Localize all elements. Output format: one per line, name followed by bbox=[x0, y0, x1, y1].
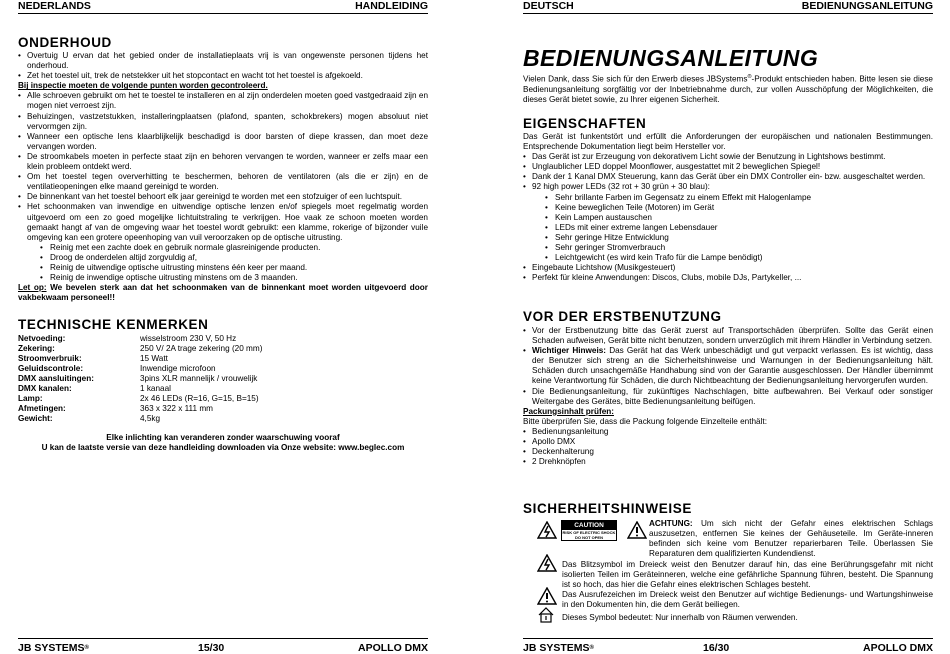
spec-value: wisselstroom 230 V, 50 Hz bbox=[140, 334, 237, 343]
list-item: • Wichtiger Hinweis: Das Gerät hat das Werk unbeschädigt und gut verpackt verlassen. Es ist wichtig, dass der Benutzer sich streng an die Sicherheitshinweise und Warnungen in der Bedienungsanleitung hält. Schäden durch unsachgemäße Handhabung sind von der Garantie ausgeschlossen. Der Händler übernimmt keine Verantwortung für Schäden, die durch Nichtbeachtung der Bedienungsanleitung hervorgerufen wurden. bbox=[523, 346, 933, 386]
list-item: • Vor der Erstbenutzung bitte das Gerät zuerst auf Transportschäden überprüfen. Sollte das Gerät einen Schaden aufweisen, Gerät bitte nicht benutzen, sondern unverzüglich mit ihrem Händler in Verbindung setzen. bbox=[523, 326, 933, 346]
spec-value: Inwendige microfoon bbox=[140, 364, 216, 373]
warning-indoor: Dieses Symbol bedeutet: Nur innerhalb von Räumen verwenden. bbox=[562, 613, 798, 622]
page-number: 16/30 bbox=[703, 642, 730, 654]
section-title-sicherheit: SICHERHEITSHINWEISE bbox=[523, 501, 692, 516]
spec-row bbox=[18, 394, 262, 404]
spec-value: 3pins XLR mannelijk / vrouwelijk bbox=[140, 374, 258, 383]
spec-key: DMX aansluitingen: bbox=[18, 374, 94, 383]
package-heading: Packungsinhalt prüfen: bbox=[523, 406, 614, 416]
list-item: • 92 high power LEDs (32 rot + 30 grün + 30 blau): bbox=[523, 182, 933, 192]
list-item: • Het schoonmaken van inwendige en uitwendige optische lenzen en/of spiegels moet regelmatig worden uitgevoerd om een zo goed mogelijke lichtuitstraling te verkrijgen. Hoe vaak ze schoon moeten worden gemaakt hangt af van de omgeving waar het toestel wordt gebruikt: een klamme, rokerige of bijzonder vuile omgeving kan een grotere opeenhoping van vuil veroorzaken op de optische uitrusting. bbox=[18, 202, 428, 242]
header-doc-title: BEDIENUNGSANLEITUNG bbox=[801, 0, 933, 12]
inspection-heading: Bij inspectie moeten de volgende punten worden gecontroleerd. bbox=[18, 81, 268, 91]
list-item: • Reinig met een zachte doek en gebruik normale glasreinigende producten. bbox=[40, 243, 428, 253]
spec-value: 15 Watt bbox=[140, 354, 168, 363]
list-item: • Bedienungsanleitung bbox=[523, 427, 933, 437]
page-header bbox=[523, 0, 933, 14]
section-sicherheit bbox=[523, 502, 933, 630]
indoor-use-icon bbox=[538, 607, 554, 623]
page-number: 15/30 bbox=[198, 642, 225, 654]
footer-brand: JB SYSTEMS® bbox=[18, 642, 89, 654]
spec-row bbox=[18, 334, 262, 344]
notice-changes: Elke inlichting kan veranderen zonder waarschuwing vooraf bbox=[106, 433, 340, 442]
list-item: • Overtuig U ervan dat het gebied onder de installatieplaats vrij is van ongewenste personen tijdens het onderhoud. bbox=[18, 51, 428, 71]
spec-table bbox=[18, 334, 262, 424]
exclamation-icon bbox=[627, 521, 647, 539]
warning-achtung: ACHTUNG: Um sich nicht der Gefahr eines elektrischen Schlags auszusetzen, entfernen Sie keines der Gehäuseteile. Im Geräte-inneren befinden sich keine vom Benutzer reparierbaren Teile. Überlassen Sie Reparaturen dem qualifizierten Kundendienst. bbox=[649, 519, 933, 559]
spec-key: Lamp: bbox=[18, 394, 43, 403]
list-item: • Deckenhalterung bbox=[523, 447, 933, 457]
page-header bbox=[18, 0, 428, 14]
lightning-icon bbox=[537, 521, 557, 539]
led-features-sublist bbox=[545, 193, 933, 264]
spec-value: 4,5kg bbox=[140, 414, 161, 423]
features-list bbox=[523, 152, 933, 192]
spec-key: Netvoeding: bbox=[18, 334, 66, 343]
list-item: • De stroomkabels moeten in perfecte staat zijn en behoren vervangen te worden, wanneer er zelfs maar een klein probleem ontdekt werd. bbox=[18, 152, 428, 172]
list-item: • Das Gerät ist zur Erzeugung von dekorativem Licht sowie der Benutzung in Lightshows bestimmt. bbox=[523, 152, 933, 162]
notice-download: U kan de laatste versie van deze handleiding downloaden via Onze website: www.beglec.com bbox=[41, 443, 405, 453]
right-page bbox=[523, 0, 933, 654]
spec-key: Afmetingen: bbox=[18, 404, 66, 413]
list-item: • Die Bedienungsanleitung, für zukünftiges Nachschlagen, bitte aufbewahren. Bei Verkauf oder sonstiger Weitergabe des Gerätes, bitte Bedienungsanleitung beifügen. bbox=[523, 387, 933, 407]
header-language: NEDERLANDS bbox=[18, 0, 91, 12]
spec-key: DMX kanalen: bbox=[18, 384, 72, 393]
list-item: • Sehr geringe Hitze Entwicklung bbox=[545, 233, 933, 243]
list-item: • Sehr geringer Stromverbrauch bbox=[545, 243, 933, 253]
maintenance-note bbox=[18, 283, 428, 303]
section-onderhoud bbox=[18, 36, 428, 303]
spec-key: Stroomverbruik: bbox=[18, 354, 82, 363]
list-item: • De binnenkant van het toestel behoort elk jaar gereinigd te worden met een stofzuiger of een luchtspuit. bbox=[18, 192, 428, 202]
page-footer bbox=[523, 638, 933, 654]
footer-product: APOLLO DMX bbox=[358, 642, 428, 654]
spec-row bbox=[18, 354, 262, 364]
section-title-eigenschaften: EIGENSCHAFTEN bbox=[523, 116, 647, 131]
note-text: We bevelen sterk aan dat het schoonmaken van de binnenkant moet worden uitgevoerd door vakbekwaam personeel!! bbox=[18, 283, 428, 303]
exclamation-icon bbox=[537, 587, 557, 605]
list-item: • Wanneer een optische lens klaarblijkelijk beschadigd is door barsten of diepe krassen, dan moet deze vervangen worden. bbox=[18, 132, 428, 152]
footer-brand: JB SYSTEMS® bbox=[523, 642, 594, 654]
list-item: • Alle schroeven gebruikt om het te toestel te installeren en al zijn onderdelen moeten goed vastgedraaid zijn en mogen niet verroest zijn. bbox=[18, 91, 428, 111]
warning-lightning: Das Blitzsymbol im Dreieck weist den Benutzer darauf hin, das eine Berührungsgefahr mit nicht isolierten Teilen im Geräteinneren, welche eine gefährliche Spannung führen, besteht. Die Spannung ist so hoch, das hier die Gefahr eines elektrischen Schlages besteht. bbox=[562, 560, 933, 590]
list-item: • Droog de onderdelen altijd zorgvuldig af, bbox=[40, 253, 428, 263]
spec-row bbox=[18, 364, 262, 374]
list-item: • Perfekt für kleine Anwendungen: Discos, Clubs, mobile DJs, Partykeller, ... bbox=[523, 273, 933, 283]
lightning-icon bbox=[537, 554, 557, 572]
list-item: • Om het toestel tegen oververhitting te beschermen, behoren de ventilatoren (als die er zijn) en de ventilatieopeningen elke maand gereinigd te worden. bbox=[18, 172, 428, 192]
spec-value: 250 V/ 2A trage zekering (20 mm) bbox=[140, 344, 263, 353]
spec-row bbox=[18, 414, 262, 424]
spec-value: 1 kanaal bbox=[140, 384, 171, 393]
onderhoud-list-1 bbox=[18, 51, 428, 81]
list-item: • Keine beweglichen Teile (Motoren) im Gerät bbox=[545, 203, 933, 213]
list-item: • Behuizingen, vastzetstukken, installeringplaatsen (plafond, spanten, schokbrekers) mogen absoluut niet vervormgen zijn. bbox=[18, 112, 428, 132]
onderhoud-list-2 bbox=[18, 91, 428, 242]
cleaning-sublist bbox=[40, 243, 428, 283]
warning-exclamation: Das Ausrufezeichen im Dreieck weist den Benutzer auf wichtige Bedienungs- und Wartungshinweise in den Dokumenten hin, die dem Gerät beiliegen. bbox=[562, 590, 933, 610]
important-label: Wichtiger Hinweis: bbox=[532, 346, 607, 356]
list-item: • Reinig de uitwendige optische uitrusting minstens één keer per maand. bbox=[40, 263, 428, 273]
list-item: • Unglaublicher LED doppel Moonflower, ausgestattet mit 2 beweglichen Spiegel! bbox=[523, 162, 933, 172]
section-title-vor: VOR DER ERSTBENUTZUNG bbox=[523, 309, 722, 324]
intro-text: Vielen Dank, dass Sie sich für den Erwerb dieses JBSystems®-Produkt entschieden haben. Bitte lesen sie diese Bedienungsanleitung sorgfältig vor der Inbetriebnahme durch, zur vollen Ausschöpfung der Möglichkeiten, die dieses Gerät bietet sowie, zu Ihrer eigenen Sicherheit. bbox=[523, 74, 933, 104]
spec-row bbox=[18, 384, 262, 394]
list-item: • Leichtgewicht (es wird kein Trafo für die Lampe benödigt) bbox=[545, 253, 933, 263]
section-eigenschaften bbox=[523, 117, 933, 283]
section-vor-erstbenutzung bbox=[523, 310, 933, 467]
spec-value: 363 x 322 x 111 mm bbox=[140, 404, 213, 413]
section-title-onderhoud: ONDERHOUD bbox=[18, 35, 112, 50]
note-label: Let op: bbox=[18, 283, 47, 293]
header-language: DEUTSCH bbox=[523, 0, 574, 12]
package-list bbox=[523, 427, 933, 467]
features-list-end bbox=[523, 263, 933, 283]
list-item: • Reinig de inwendige optische uitrusting minstens om de 3 maanden. bbox=[40, 273, 428, 283]
footer-product: APOLLO DMX bbox=[863, 642, 933, 654]
left-page bbox=[18, 0, 428, 654]
vor-list bbox=[523, 326, 933, 407]
page-footer bbox=[18, 638, 428, 654]
caution-label: CAUTION RISK OF ELECTRIC SHOCK DO NOT OPEN bbox=[562, 522, 616, 540]
document-title: BEDIENUNGSANLEITUNG bbox=[523, 45, 819, 71]
spec-value: 2x 46 LEDs (R=16, G=15, B=15) bbox=[140, 394, 259, 403]
spec-key: Geluidscontrole: bbox=[18, 364, 84, 373]
list-item: • Sehr brillante Farben im Gegensatz zu einem Effekt mit Halogenlampe bbox=[545, 193, 933, 203]
list-item: • 2 Drehknöpfen bbox=[523, 457, 933, 467]
spec-key: Zekering: bbox=[18, 344, 55, 353]
spec-row bbox=[18, 374, 262, 384]
list-item: • Eingebaute Lichtshow (Musikgesteuert) bbox=[523, 263, 933, 273]
section-tech bbox=[18, 318, 428, 453]
package-intro: Bitte überprüfen Sie, dass die Packung folgende Einzelteile enthält: bbox=[523, 416, 767, 426]
list-item: • Kein Lampen austauschen bbox=[545, 213, 933, 223]
spec-row bbox=[18, 404, 262, 414]
list-item: • Apollo DMX bbox=[523, 437, 933, 447]
list-item: • Zet het toestel uit, trek de netstekker uit het stopcontact en wacht tot het toestel is afgekoeld. bbox=[18, 71, 428, 81]
list-item: • LEDs mit einer extreme langen Lebensdauer bbox=[545, 223, 933, 233]
header-doc-title: HANDLEIDING bbox=[355, 0, 428, 12]
eigenschaften-intro: Das Gerät ist funkentstört und erfüllt die Anforderungen der europäischen und nationalen Bestimmungen. Entsprechende Dokumentation liegt beim Hersteller vor. bbox=[523, 132, 933, 152]
spec-key: Gewicht: bbox=[18, 414, 53, 423]
list-item: • Dank der 1 Kanal DMX Steuerung, kann das Gerät über ein DMX Controller ein- bzw. ausgeschaltet werden. bbox=[523, 172, 933, 182]
intro-block bbox=[523, 46, 933, 105]
spec-row bbox=[18, 344, 262, 354]
section-title-tech: TECHNISCHE KENMERKEN bbox=[18, 317, 209, 332]
